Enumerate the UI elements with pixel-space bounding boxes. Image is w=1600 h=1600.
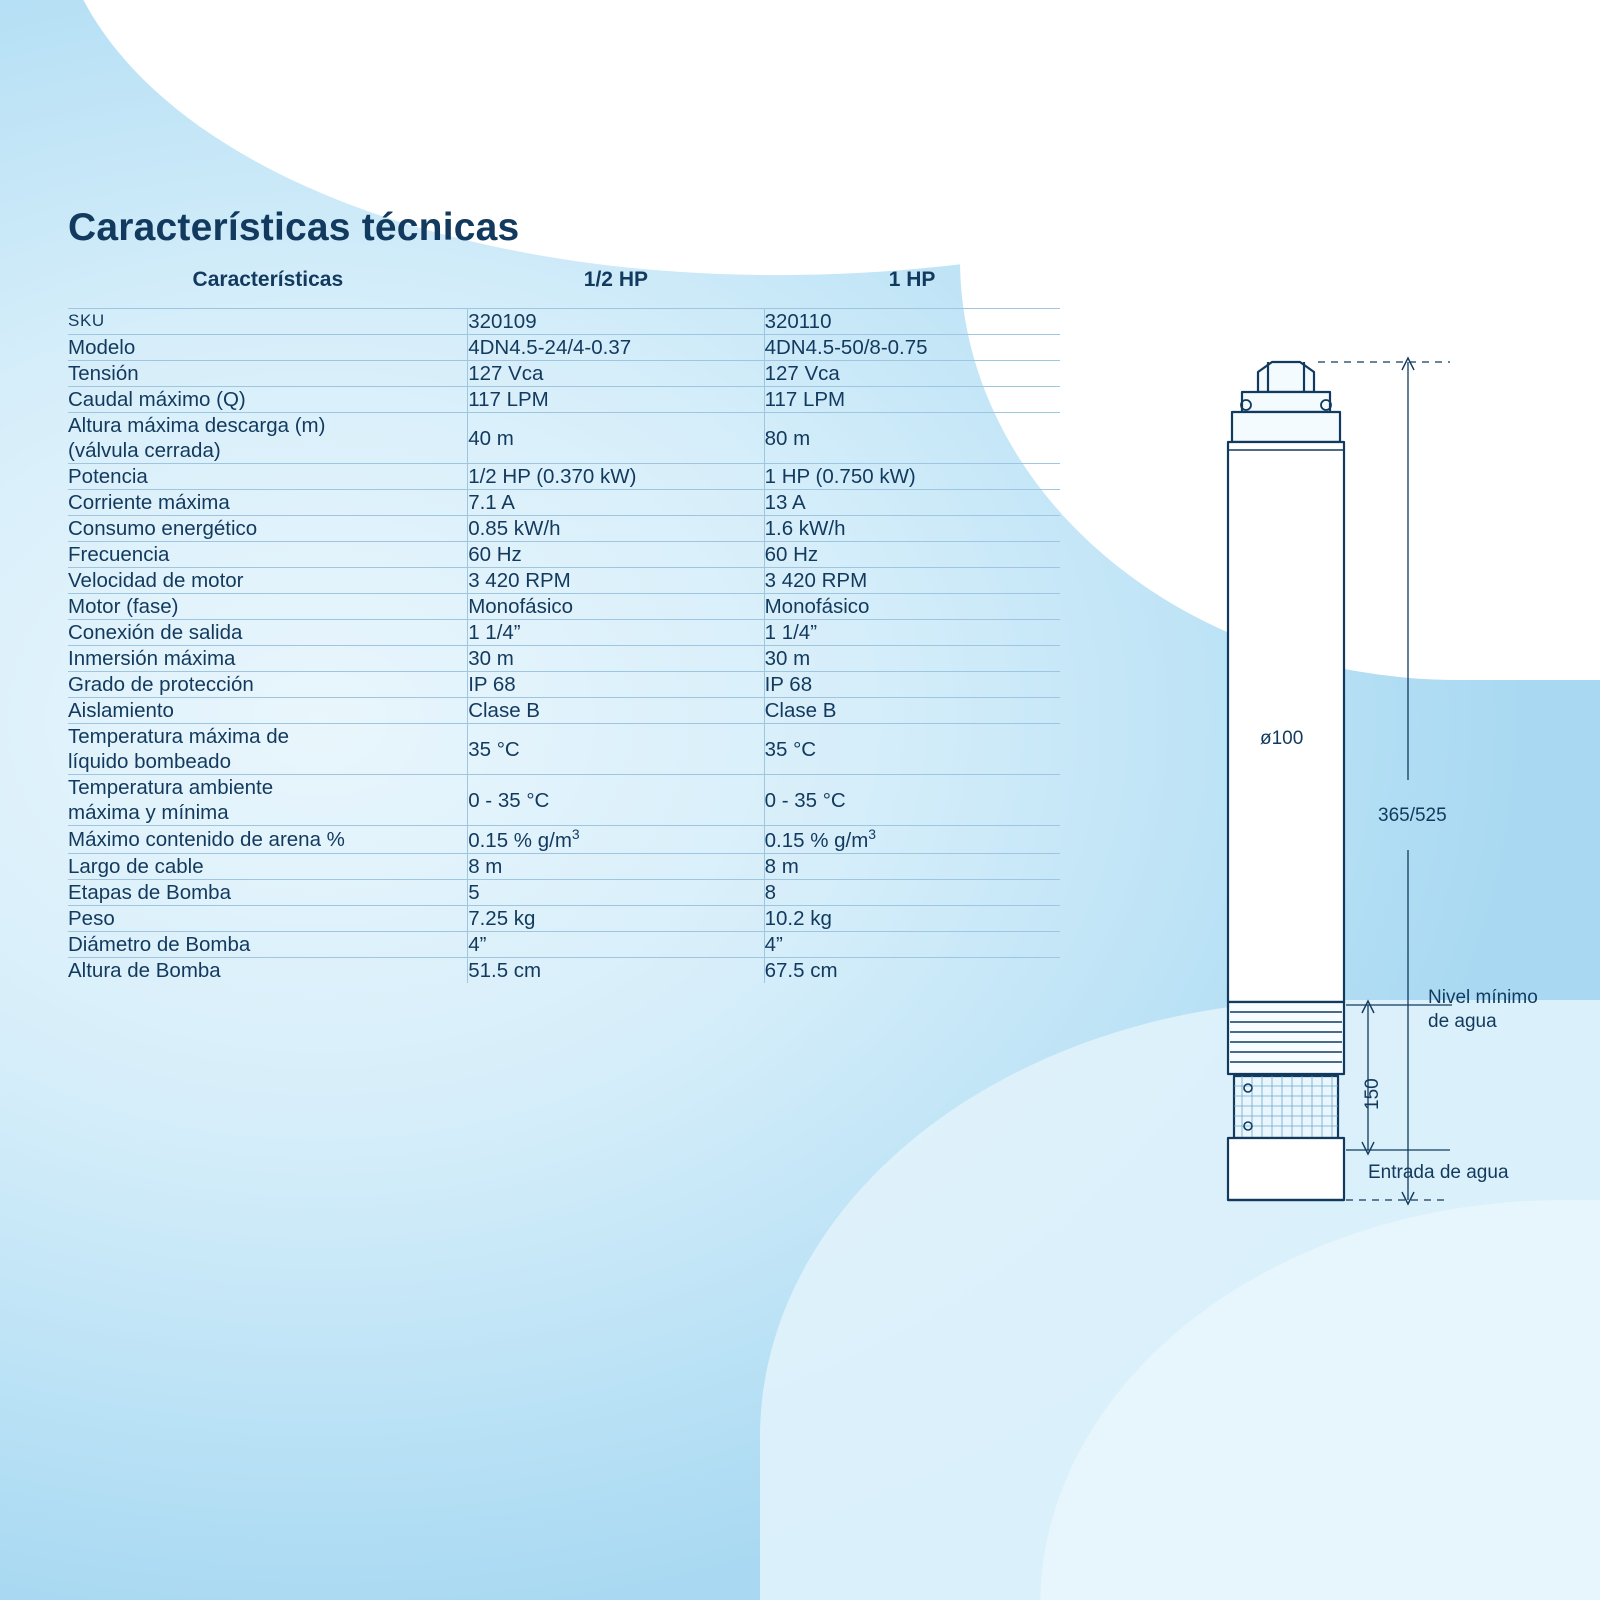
dimension-total-length-label: 365/525 bbox=[1378, 805, 1447, 826]
row-value-half-hp: 51.5 cm bbox=[468, 957, 764, 983]
table-row bbox=[68, 931, 1060, 957]
row-label: Conexión de salida bbox=[68, 620, 468, 646]
row-value-one-hp: Clase B bbox=[764, 699, 837, 722]
ribbed-section bbox=[1228, 1002, 1344, 1074]
row-label: Aislamiento bbox=[68, 698, 468, 724]
row-value-one-hp: 13 A bbox=[764, 491, 806, 514]
table-row bbox=[68, 309, 1060, 335]
row-value-half-hp: IP 68 bbox=[468, 672, 764, 698]
table-row bbox=[68, 490, 1060, 516]
row-value-half-hp: 7.1 A bbox=[468, 490, 764, 516]
outlet-nut bbox=[1258, 362, 1314, 392]
row-label: Etapas de Bomba bbox=[68, 879, 468, 905]
column-header-features: Características bbox=[192, 268, 344, 291]
table-head bbox=[68, 262, 1060, 309]
table-row bbox=[68, 516, 1060, 542]
row-value-half-hp: 0.15 % $g/m^3$ bbox=[468, 826, 764, 854]
table-row bbox=[68, 568, 1060, 594]
row-label: Temperatura máxima de líquido bombeado bbox=[68, 724, 468, 775]
row-label: Consumo energético bbox=[68, 516, 468, 542]
table-body bbox=[68, 309, 1060, 983]
table-row bbox=[68, 361, 1060, 387]
row-value-one-hp: 30 m bbox=[764, 647, 811, 670]
row-label: Tensión bbox=[68, 361, 468, 387]
table-row bbox=[68, 826, 1060, 854]
row-value-half-hp: 60 Hz bbox=[468, 542, 764, 568]
row-value-half-hp: 40 m bbox=[468, 413, 764, 464]
row-value-one-hp: 1.6 kW/h bbox=[764, 517, 846, 540]
dimension-diameter-label: ø100 bbox=[1260, 728, 1304, 749]
row-value-half-hp: Monofásico bbox=[468, 594, 764, 620]
row-value-half-hp: 30 m bbox=[468, 646, 764, 672]
row-label: Peso bbox=[68, 905, 468, 931]
table-row bbox=[68, 387, 1060, 413]
row-label: Motor (fase) bbox=[68, 594, 468, 620]
row-label: Potencia bbox=[68, 464, 468, 490]
row-label: SKU bbox=[68, 309, 468, 335]
row-label: Máximo contenido de arena % bbox=[68, 826, 468, 854]
row-value-one-hp: 320110 bbox=[764, 310, 832, 333]
row-label: Modelo bbox=[68, 335, 468, 361]
row-value-one-hp: 0 - 35 °C bbox=[764, 788, 846, 812]
row-label: Inmersión máxima bbox=[68, 646, 468, 672]
row-value-half-hp: 35 °C bbox=[468, 724, 764, 775]
table-row bbox=[68, 775, 1060, 826]
row-label: Temperatura ambiente máxima y mínima bbox=[68, 775, 468, 826]
motor-section bbox=[1228, 1138, 1344, 1200]
table-row bbox=[68, 413, 1060, 464]
row-value-half-hp: 1/2 HP (0.370 kW) bbox=[468, 464, 764, 490]
table-row bbox=[68, 646, 1060, 672]
row-value-one-hp: 4” bbox=[764, 932, 783, 956]
column-header-one-hp: 1 HP bbox=[888, 268, 936, 291]
row-value-one-hp: 67.5 cm bbox=[764, 958, 838, 982]
row-value-one-hp: Monofásico bbox=[764, 595, 870, 618]
label-min-water-level: Nivel mínimo de agua bbox=[1428, 987, 1538, 1032]
intake-screen bbox=[1234, 1076, 1338, 1138]
row-value-half-hp: 320109 bbox=[468, 309, 764, 335]
row-label: Diámetro de Bomba bbox=[68, 931, 468, 957]
table-header-row bbox=[68, 262, 1060, 309]
row-value-one-hp: 3 420 RPM bbox=[764, 569, 868, 592]
row-value-half-hp: Clase B bbox=[468, 698, 764, 724]
row-value-half-hp: 4DN4.5-24/4-0.37 bbox=[468, 335, 764, 361]
table-row bbox=[68, 905, 1060, 931]
row-label: Altura máxima descarga (m) (válvula cerrada) bbox=[68, 413, 468, 464]
row-value-half-hp: 4” bbox=[468, 931, 764, 957]
specifications-table bbox=[68, 262, 1060, 983]
row-label: Altura de Bomba bbox=[68, 957, 468, 983]
table-row bbox=[68, 672, 1060, 698]
table-row bbox=[68, 724, 1060, 775]
label-water-inlet: Entrada de agua bbox=[1368, 1162, 1509, 1183]
table-row bbox=[68, 879, 1060, 905]
row-value-one-hp: 127 Vca bbox=[764, 362, 840, 385]
row-value-one-hp: 8 m bbox=[764, 854, 799, 878]
pump-drawing bbox=[1150, 350, 1600, 1250]
row-label: Grado de protección bbox=[68, 672, 468, 698]
row-value-half-hp: 3 420 RPM bbox=[468, 568, 764, 594]
row-value-half-hp: 8 m bbox=[468, 853, 764, 879]
table-row bbox=[68, 464, 1060, 490]
row-value-half-hp: 1 1/4” bbox=[468, 620, 764, 646]
row-value-half-hp: 7.25 kg bbox=[468, 905, 764, 931]
row-value-half-hp: 0.85 kW/h bbox=[468, 516, 764, 542]
row-value-one-hp: 0.15 % $g/m^3$ bbox=[764, 826, 877, 852]
row-value-one-hp: 80 m bbox=[764, 426, 811, 450]
row-value-one-hp: 1 1/4” bbox=[764, 621, 818, 644]
discharge-head bbox=[1242, 392, 1330, 412]
table-row bbox=[68, 594, 1060, 620]
pump-body bbox=[1228, 442, 1344, 1002]
row-value-one-hp: 1 HP (0.750 kW) bbox=[764, 465, 916, 488]
row-value-half-hp: 0 - 35 °C bbox=[468, 775, 764, 826]
page-title: Características técnicas bbox=[68, 206, 520, 249]
row-label: Frecuencia bbox=[68, 542, 468, 568]
table-row bbox=[68, 335, 1060, 361]
row-value-half-hp: 127 Vca bbox=[468, 361, 764, 387]
row-value-one-hp: IP 68 bbox=[764, 673, 813, 696]
dimension-inlet-height-label: 150 bbox=[1362, 1078, 1383, 1110]
column-header-half-hp: 1/2 HP bbox=[583, 268, 648, 291]
row-value-half-hp: 5 bbox=[468, 879, 764, 905]
pump-drawing-svg bbox=[1150, 350, 1600, 1250]
row-label: Corriente máxima bbox=[68, 490, 468, 516]
row-value-one-hp: 8 bbox=[764, 880, 776, 904]
table-row bbox=[68, 853, 1060, 879]
row-value-one-hp: 60 Hz bbox=[764, 543, 819, 566]
table-row bbox=[68, 620, 1060, 646]
row-label: Velocidad de motor bbox=[68, 568, 468, 594]
table-row bbox=[68, 542, 1060, 568]
row-value-one-hp: 4DN4.5-50/8-0.75 bbox=[764, 336, 928, 359]
table-row bbox=[68, 957, 1060, 983]
row-value-one-hp: 35 °C bbox=[764, 737, 817, 761]
row-value-one-hp: 10.2 kg bbox=[764, 906, 832, 930]
row-label: Largo de cable bbox=[68, 853, 468, 879]
row-value-one-hp: 117 LPM bbox=[764, 388, 846, 411]
row-label: Caudal máximo (Q) bbox=[68, 387, 468, 413]
row-value-half-hp: 117 LPM bbox=[468, 387, 764, 413]
table-row bbox=[68, 698, 1060, 724]
